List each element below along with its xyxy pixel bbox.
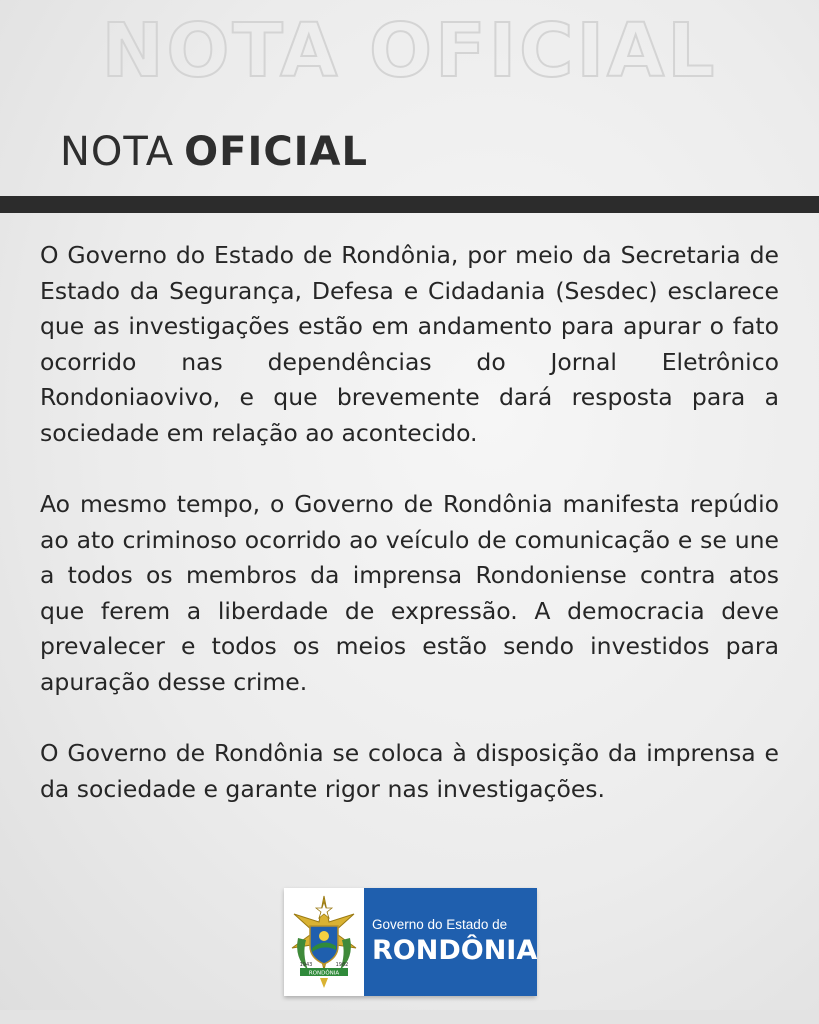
statement-body: [40, 238, 779, 843]
statement-paragraph-3: O Governo de Rondônia se coloca à disposição da imprensa e da sociedade e garante rigor nas investigações.: [40, 739, 779, 803]
bottom-strip: [0, 1010, 819, 1024]
page-title-bold: OFICIAL: [184, 129, 369, 175]
government-logo: [284, 888, 536, 996]
crest-ribbon-text: RONDÔNIA: [308, 970, 340, 977]
page-title-light: NOTA: [60, 129, 175, 175]
logo-wordmark: [364, 888, 537, 996]
header-divider: [0, 196, 819, 213]
logo-name: RONDÔNIA: [372, 935, 538, 966]
crest-year-left: 1943: [299, 962, 313, 968]
coat-of-arms-icon: [284, 888, 364, 996]
watermark-title: NOTA OFICIAL: [101, 8, 718, 94]
page-title: [60, 128, 368, 176]
logo-subtitle: Governo do Estado de: [372, 917, 508, 932]
statement-paragraph-1: O Governo do Estado de Rondônia, por meio da Secretaria de Estado da Segurança, Defesa e Cidadania (Sesdec) esclarece que as investigações estão em andamento para apurar o fato ocorrido nas dependências do Jornal Eletrônico Rondoniaovivo, e que brevemente dará resposta para a sociedade em relação ao acontecido.: [40, 241, 779, 447]
statement-paragraph-2: Ao mesmo tempo, o Governo de Rondônia manifesta repúdio ao ato criminoso ocorrido ao veículo de comunicação e se une a todos os membros da imprensa Rondoniense contra atos que ferem a liberdade de expressão. A democracia deve prevalecer e todos os meios estão sendo investidos para apuração desse crime.: [40, 490, 779, 696]
crest-year-right: 1982: [335, 962, 349, 968]
